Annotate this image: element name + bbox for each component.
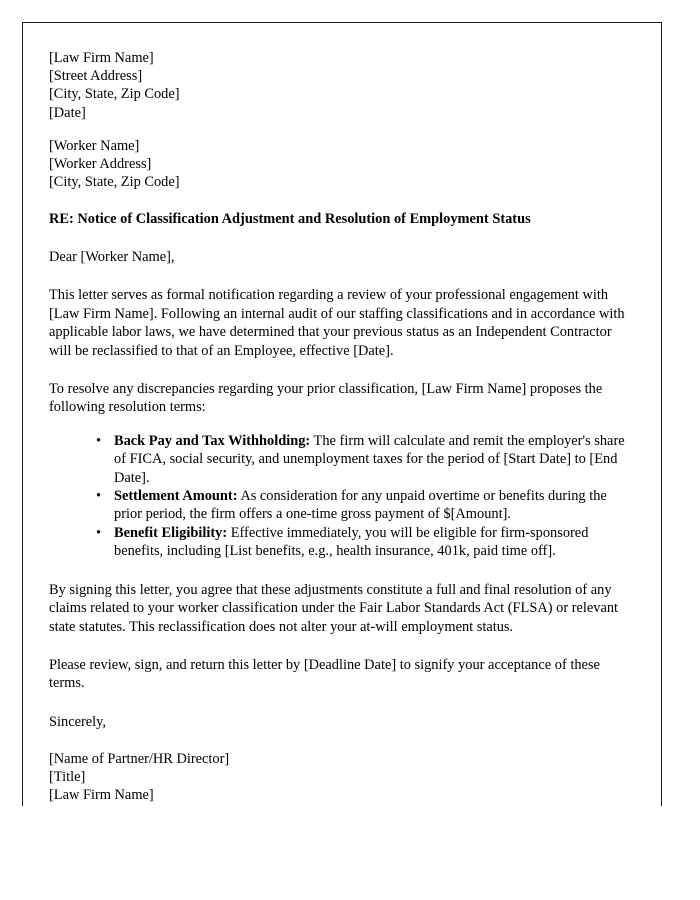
term-text: Effective immediately, you will be eligible for firm-sponsored benefits, including [List benefits, e.g., health insurance, 401k, paid time off]. (114, 524, 589, 560)
recipient-address-line: [City, State, Zip Code] (49, 174, 180, 191)
sender-address-line: [Law Firm Name] (49, 50, 154, 66)
document-body (23, 23, 661, 804)
term-label: Benefit Eligibility: (114, 524, 228, 541)
sender-address-line: [Date] (49, 104, 86, 121)
address-spacer (49, 122, 631, 137)
salutation: Dear [Worker Name], (49, 249, 175, 266)
term-text: As consideration for any unpaid overtime or benefits during the prior period, the firm offers a one-time gross payment of $[Amount]. (114, 488, 607, 523)
recipient-address-line: [Worker Name] (49, 137, 140, 154)
paragraph-release: By signing this letter, you agree that these adjustments constitute a full and final resolution of any claims related to your worker classification under the Fair Labor Standards Act (FLSA) or relevant state statutes. This reclassification does not alter your at-will employment status. (49, 581, 619, 635)
signature-block (49, 750, 631, 805)
paragraph-deadline: Please review, sign, and return this letter by [Deadline Date] to signify your acceptance of these terms. (49, 656, 600, 692)
recipient-address-line: [Worker Address] (49, 156, 152, 173)
subject-line: RE: Notice of Classification Adjustment and Resolution of Employment Status (49, 211, 531, 228)
recipient-address-block (49, 137, 631, 192)
term-label: Back Pay and Tax Withholding: (114, 432, 311, 449)
signature-line: [Law Firm Name] (49, 787, 154, 804)
list-item (96, 524, 631, 561)
paragraph-intro: This letter serves as formal notification regarding a review of your professional engagement with [Law Firm Name]. Following an internal audit of our staffing classifications and in accordance with applicable labor laws, we have determined that your previous status as an Independent Contractor will be reclassified to that of an Employee, effective [Date]. (49, 287, 625, 359)
list-item (96, 487, 631, 524)
signature-line: [Title] (49, 768, 86, 785)
document-page (22, 22, 662, 806)
list-item (96, 432, 631, 487)
resolution-terms-list (49, 432, 631, 561)
closing-salutation: Sincerely, (49, 713, 107, 730)
sender-address-line: [Street Address] (49, 68, 143, 85)
signature-line: [Name of Partner/HR Director] (49, 750, 230, 767)
sender-address-block (49, 49, 631, 122)
term-text: The firm will calculate and remit the employer's share of FICA, social security, and unemployment taxes for the period of [Start Date] to [End Date]. (114, 432, 625, 486)
sender-address-line: [City, State, Zip Code] (49, 86, 180, 103)
paragraph-terms-intro: To resolve any discrepancies regarding your prior classification, [Law Firm Name] proposes the following resolution terms: (49, 381, 603, 416)
term-label: Settlement Amount: (114, 488, 238, 505)
